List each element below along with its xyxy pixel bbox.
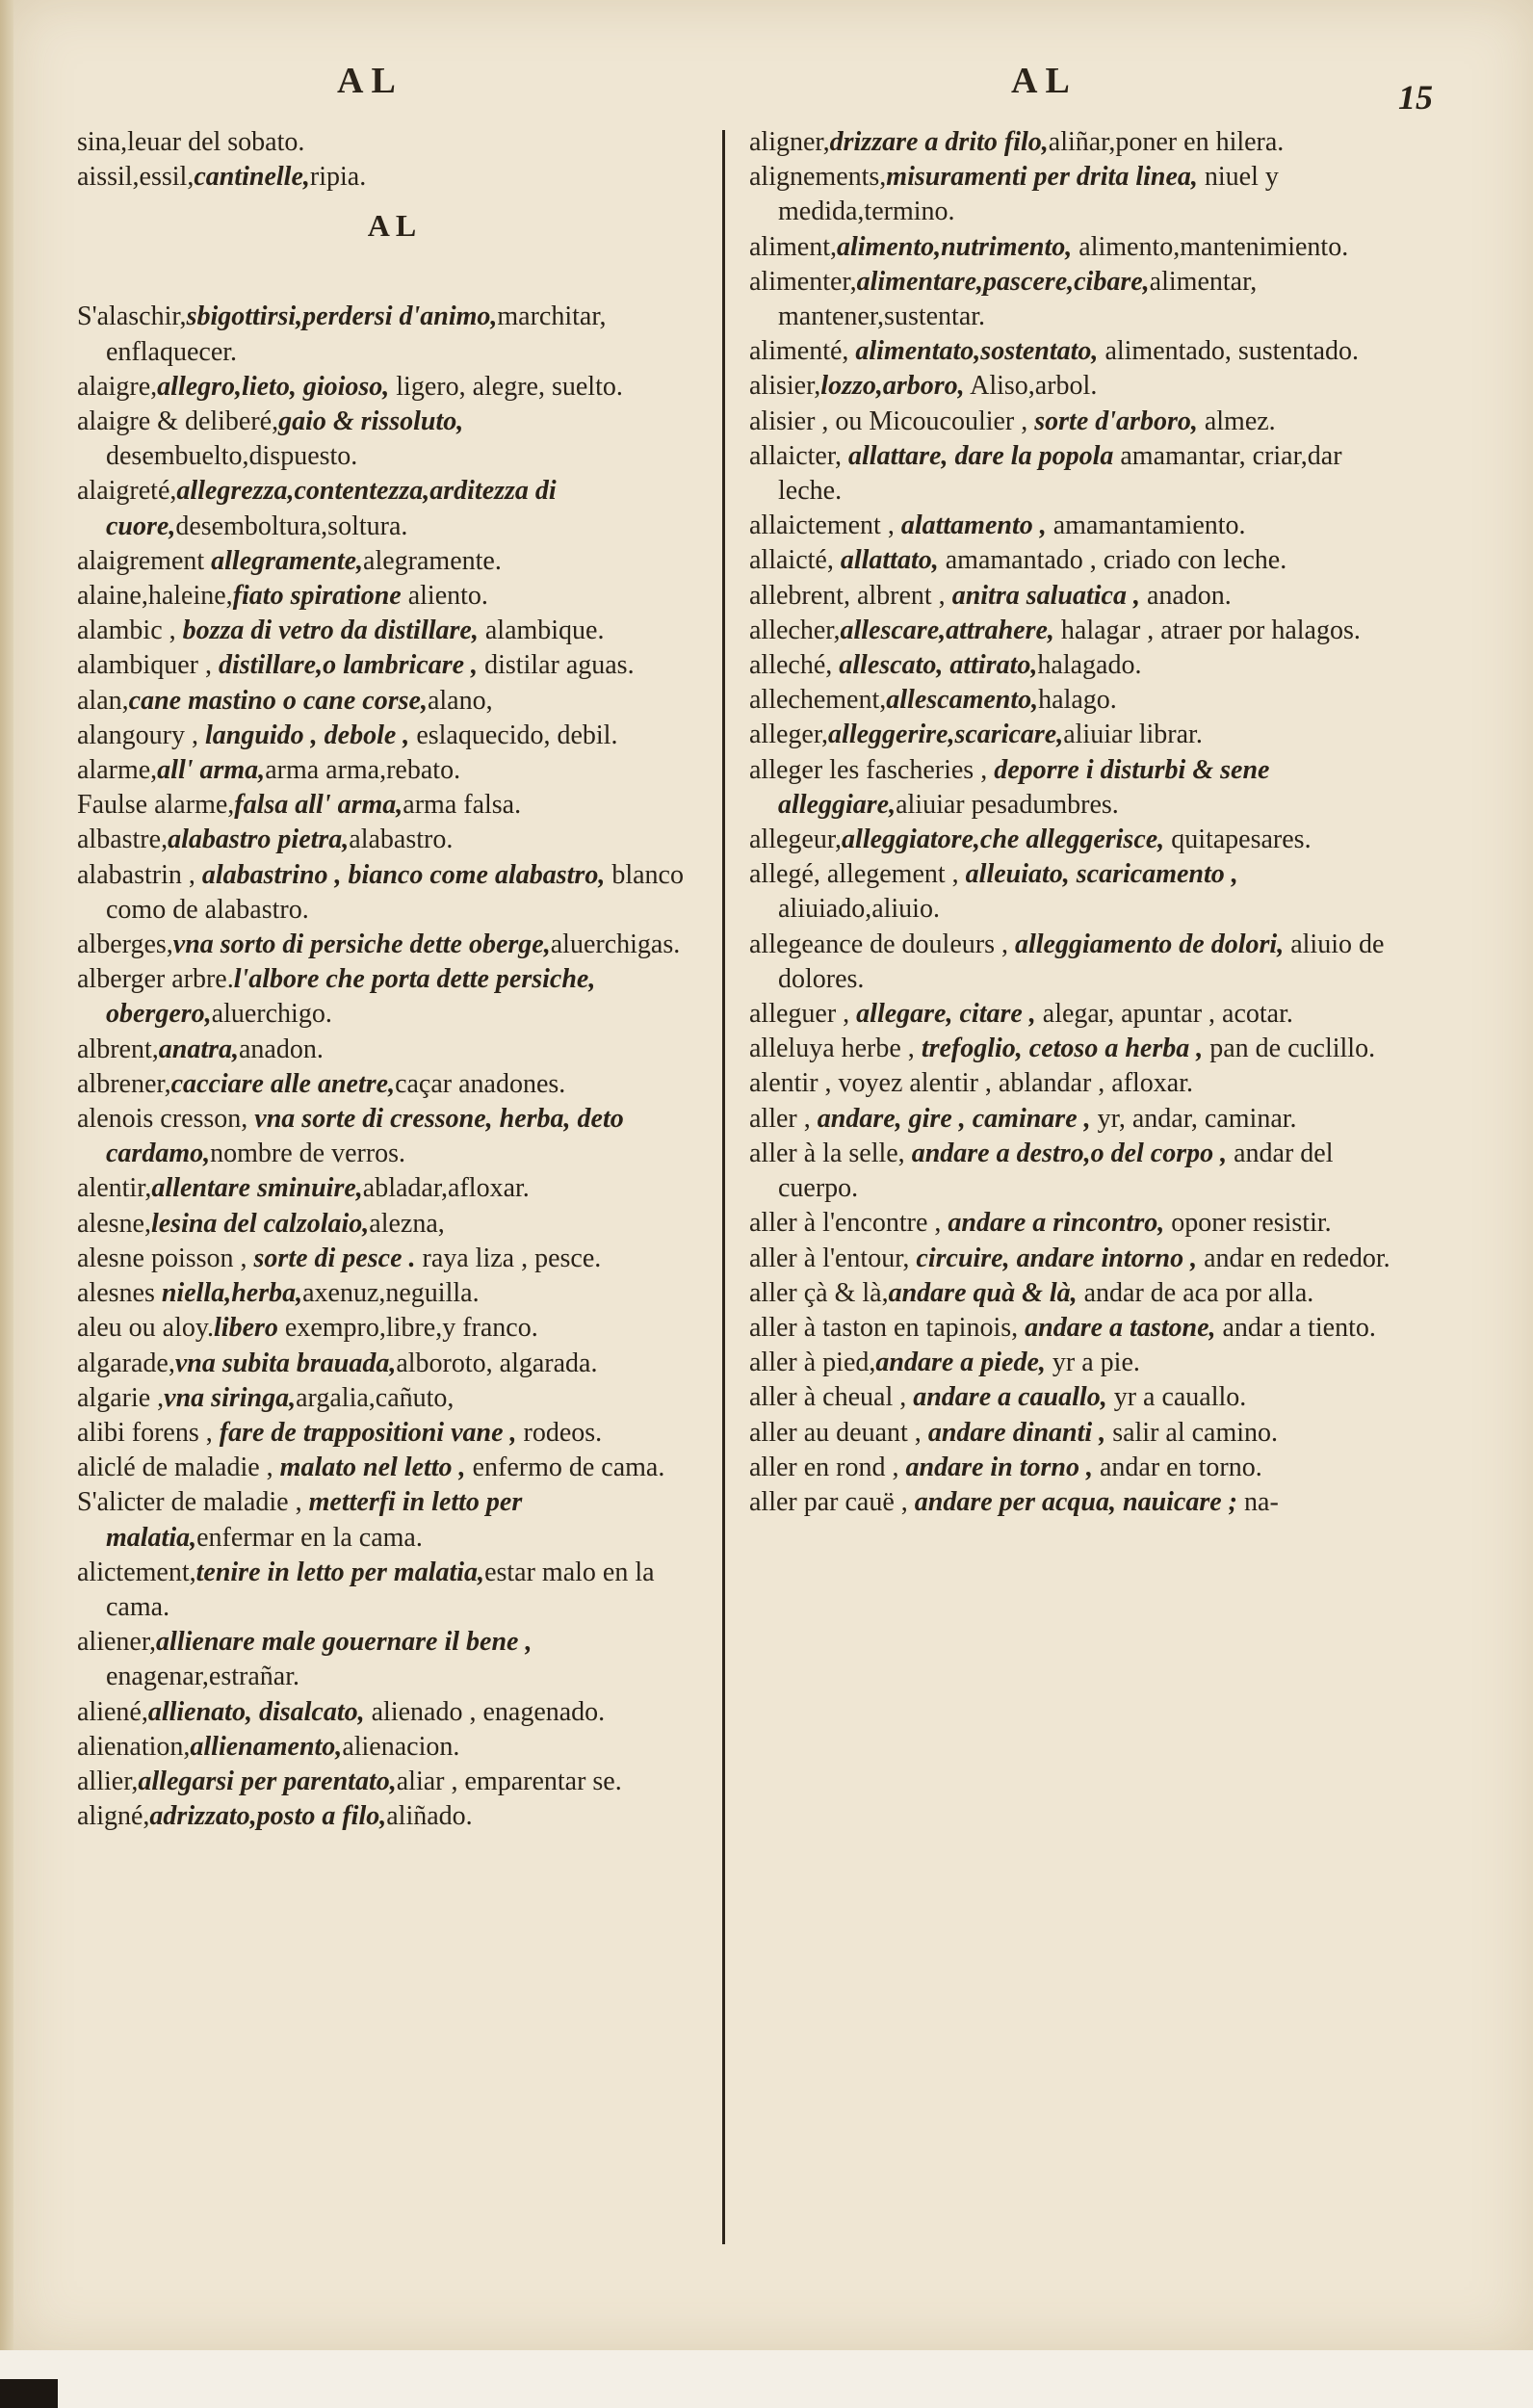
entry-italian-gloss: alimentare,pascere,cibare, xyxy=(856,266,1150,297)
entry-italian-gloss: allegarsi per parentato, xyxy=(138,1766,397,1796)
entry-spanish-gloss: caçar anadones. xyxy=(395,1068,566,1099)
entry-italian-gloss: andare a tastone, xyxy=(1025,1312,1216,1343)
entry-headword: alaigreté, xyxy=(77,476,177,507)
entry-headword: alesnes xyxy=(77,1278,162,1309)
entry-spanish-gloss: na- xyxy=(1237,1486,1279,1517)
entry-headword: albrent, xyxy=(77,1034,159,1064)
entry-headword: aller à la selle, xyxy=(749,1138,912,1168)
entry-italian-gloss: allattato, xyxy=(840,545,939,576)
entry-headword: allechement, xyxy=(749,685,887,716)
left-top-entries xyxy=(77,125,713,195)
entry-spanish-gloss: alano, xyxy=(427,685,493,716)
entry-headword: alarme, xyxy=(77,755,158,786)
entry-italian-gloss: sorte d'arboro, xyxy=(1034,406,1198,436)
entry-headword: allebrent, albrent , xyxy=(749,580,952,611)
entry-headword: aller à cheual , xyxy=(749,1382,914,1413)
entry-headword: algarie , xyxy=(77,1382,165,1413)
dictionary-entry xyxy=(749,509,1404,543)
dictionary-entry xyxy=(749,1416,1404,1451)
dictionary-entry xyxy=(749,1066,1404,1101)
entry-italian-gloss: anitra saluatica , xyxy=(951,580,1140,611)
entry-italian-gloss: alleggiatore,che alleggerisce, xyxy=(842,824,1165,855)
dictionary-entry xyxy=(77,1276,713,1311)
entry-headword: aller , xyxy=(749,1103,818,1134)
entry-headword: alambic , xyxy=(77,615,183,646)
entry-italian-gloss: lozzo,arboro, xyxy=(820,371,965,402)
dictionary-entry xyxy=(77,1695,713,1730)
entry-italian-gloss: malato nel letto , xyxy=(279,1453,466,1483)
right-column xyxy=(749,125,1404,1520)
entry-headword: allegé, allegement , xyxy=(749,859,966,890)
entry-italian-gloss: cantinelle, xyxy=(194,162,310,193)
dictionary-entry xyxy=(77,684,713,719)
entry-headword: aliclé de maladie , xyxy=(77,1453,280,1483)
entry-headword: alabastrin , xyxy=(77,859,202,890)
entry-italian-gloss: andare dinanti , xyxy=(927,1417,1106,1448)
dictionary-entry xyxy=(749,405,1404,439)
entry-spanish-gloss: estar malo en la cama. xyxy=(106,1557,655,1622)
entry-headword: aliment, xyxy=(749,231,837,262)
entry-spanish-gloss: alabastro. xyxy=(349,824,454,855)
entry-italian-gloss: bozza di vetro da distillare, xyxy=(182,615,479,646)
entry-spanish-gloss: argalia,cañuto, xyxy=(296,1382,455,1413)
entry-spanish-gloss: aliuiar pesadumbres. xyxy=(896,789,1119,820)
dictionary-entry xyxy=(749,439,1404,509)
dictionary-entry xyxy=(77,823,713,857)
entry-headword: alaigre, xyxy=(77,371,158,402)
entry-spanish-gloss: alimento,mantenimiento. xyxy=(1072,231,1349,262)
entry-headword: aller à l'encontre , xyxy=(749,1208,948,1239)
left-entries xyxy=(77,300,713,1834)
entry-spanish-gloss: amamantado , criado con leche. xyxy=(938,545,1287,576)
entry-spanish-gloss: aluerchigo. xyxy=(211,999,332,1030)
dictionary-entry xyxy=(77,405,713,474)
entry-headword: alangoury , xyxy=(77,720,205,750)
entry-spanish-gloss: aliento. xyxy=(401,581,488,612)
entry-headword: alesne poisson , xyxy=(77,1243,254,1273)
entry-spanish-gloss: andar en torno. xyxy=(1093,1452,1262,1482)
entry-italian-gloss: andare quà & là, xyxy=(888,1277,1078,1308)
dictionary-entry xyxy=(77,1242,713,1276)
entry-italian-gloss: anatra, xyxy=(158,1034,239,1064)
entry-italian-gloss: alleggiamento de dolori, xyxy=(1014,929,1285,959)
dictionary-entry xyxy=(77,1625,713,1694)
right-running-head: AL xyxy=(1011,61,1078,101)
entry-headword: sina, xyxy=(77,127,128,157)
entry-spanish-gloss: yr, andar, caminar. xyxy=(1090,1103,1297,1134)
entry-headword: aller au deuant , xyxy=(749,1417,928,1448)
dictionary-entry xyxy=(77,370,713,405)
dictionary-entry xyxy=(749,334,1404,369)
entry-italian-gloss: andare per acqua, nauicare ; xyxy=(914,1486,1238,1517)
dictionary-entry xyxy=(77,962,713,1032)
entry-italian-gloss: metterfi in letto per malatia, xyxy=(106,1487,523,1553)
entry-italian-gloss: vna sorto di persiche dette oberge, xyxy=(172,929,551,960)
dictionary-entry xyxy=(77,719,713,753)
entry-headword: alleger, xyxy=(749,720,829,750)
entry-spanish-gloss: andar del cuerpo. xyxy=(778,1138,1334,1204)
entry-spanish-gloss: halago. xyxy=(1038,685,1117,716)
dictionary-entry xyxy=(77,1485,713,1555)
dictionary-entry xyxy=(749,753,1404,823)
dictionary-entry xyxy=(77,160,713,195)
dictionary-entry xyxy=(77,1381,713,1416)
entry-italian-gloss: allattare, dare la popola xyxy=(848,440,1114,471)
entry-headword: alberges, xyxy=(77,929,173,960)
right-entries xyxy=(749,125,1404,1520)
entry-spanish-gloss: axenuz,neguilla. xyxy=(302,1278,480,1309)
dictionary-entry xyxy=(77,1451,713,1485)
dictionary-entry xyxy=(749,648,1404,683)
entry-spanish-gloss: yr a pie. xyxy=(1045,1348,1140,1378)
entry-headword: alentir, xyxy=(77,1173,152,1204)
entry-spanish-gloss: alegar, apuntar , acotar. xyxy=(1035,999,1293,1030)
dictionary-entry xyxy=(749,1276,1404,1311)
entry-spanish-gloss: quitapesares. xyxy=(1164,824,1312,855)
dictionary-entry xyxy=(749,1137,1404,1206)
entry-headword: aller à pied, xyxy=(749,1348,876,1378)
dictionary-entry xyxy=(749,543,1404,578)
entry-spanish-gloss: amamantar, criar,dar leche. xyxy=(778,440,1342,507)
entry-spanish-gloss: aliñar,poner en hilera. xyxy=(1048,127,1285,157)
entry-italian-gloss: fiato spiratione xyxy=(232,581,402,612)
dictionary-entry xyxy=(749,857,1404,927)
entry-headword: allegeance de douleurs , xyxy=(749,929,1015,959)
dictionary-entry xyxy=(749,823,1404,857)
dictionary-entry xyxy=(749,1206,1404,1241)
dictionary-entry xyxy=(77,125,713,160)
entry-headword: aller en rond , xyxy=(749,1452,906,1482)
dictionary-entry xyxy=(77,579,713,614)
entry-headword: alisier , ou Micoucoulier , xyxy=(749,406,1035,436)
entry-italian-gloss: allegro,lieto, gioioso, xyxy=(157,371,390,402)
dictionary-entry xyxy=(77,648,713,683)
section-heading: AL xyxy=(367,208,423,244)
entry-spanish-gloss: amamantamiento. xyxy=(1046,510,1246,541)
dictionary-entry xyxy=(77,1171,713,1206)
entry-headword: aligné, xyxy=(77,1801,150,1832)
entry-italian-gloss: alleggerire,scaricare, xyxy=(828,720,1064,750)
entry-headword: alleluya herbe , xyxy=(749,1034,922,1064)
entry-headword: allier, xyxy=(77,1766,139,1796)
entry-italian-gloss: andare in torno , xyxy=(905,1452,1093,1482)
entry-italian-gloss: allescamento, xyxy=(886,685,1039,716)
entry-headword: aller çà & là, xyxy=(749,1277,889,1308)
entry-italian-gloss: fare de trappositioni vane , xyxy=(219,1417,517,1448)
entry-spanish-gloss: blanco como de alabastro. xyxy=(106,859,684,925)
left-column xyxy=(77,125,713,1834)
entry-spanish-gloss: arma arma,rebato. xyxy=(265,755,461,786)
entry-italian-gloss: alimentato,sostentato, xyxy=(855,336,1099,367)
entry-italian-gloss: drizzare a drito filo, xyxy=(829,127,1049,157)
entry-italian-gloss: allescato, attirato, xyxy=(839,650,1038,681)
dictionary-entry xyxy=(77,544,713,579)
entry-spanish-gloss: abladar,afloxar. xyxy=(362,1173,530,1204)
dictionary-entry xyxy=(77,1416,713,1451)
dictionary-entry xyxy=(77,1033,713,1067)
page-number: 15 xyxy=(1398,78,1433,117)
entry-spanish-gloss: aliñado. xyxy=(386,1801,473,1832)
entry-spanish-gloss: enfermo de cama. xyxy=(465,1453,665,1483)
entry-italian-gloss: allegrezza,contentezza,arditezza di cuore, xyxy=(106,476,557,541)
entry-italian-gloss: gaio & rissoluto, xyxy=(278,406,464,437)
entry-italian-gloss: circuire, andare intorno , xyxy=(916,1243,1198,1273)
entry-spanish-gloss: anadon. xyxy=(239,1034,324,1064)
entry-headword: allecher, xyxy=(749,615,841,645)
entry-spanish-gloss: ligero, alegre, suelto. xyxy=(389,371,623,402)
entry-headword: albrener, xyxy=(77,1068,171,1099)
entry-spanish-gloss: niuel y medida,termino. xyxy=(778,162,1279,227)
entry-spanish-gloss: almez. xyxy=(1197,406,1276,436)
scan-corner-shadow xyxy=(0,2379,58,2408)
entry-spanish-gloss: rodeos. xyxy=(516,1417,603,1448)
entry-headword: alleché, xyxy=(749,650,840,681)
entry-italian-gloss: deporre i disturbi & sene alleggiare, xyxy=(778,754,1270,820)
entry-italian-gloss: vna subita brauada, xyxy=(174,1348,397,1378)
entry-spanish-gloss: distilar aguas. xyxy=(478,650,635,681)
entry-headword: alaigre & deliberé, xyxy=(77,406,279,437)
entry-italian-gloss: adrizzato,posto a filo, xyxy=(149,1801,387,1832)
dictionary-entry xyxy=(77,1067,713,1102)
entry-italian-gloss: alleuiato, scaricamento , xyxy=(965,859,1238,890)
entry-italian-gloss: allentare sminuire, xyxy=(151,1173,363,1204)
entry-headword: alignements, xyxy=(749,162,887,193)
dictionary-entry xyxy=(749,928,1404,997)
entry-headword: allegeur, xyxy=(749,824,843,855)
entry-spanish-gloss: andar en rededor. xyxy=(1197,1243,1390,1273)
entry-italian-gloss: misuramenti per drita linea, xyxy=(886,162,1198,193)
entry-spanish-gloss: halagar , atraer por halagos. xyxy=(1053,615,1361,645)
entry-spanish-gloss: anadon. xyxy=(1139,580,1232,611)
dictionary-entry xyxy=(77,928,713,962)
entry-italian-gloss: niella,herba, xyxy=(161,1278,303,1309)
entry-headword: albastre, xyxy=(77,824,169,855)
scan-bottom-margin xyxy=(0,2350,1533,2408)
entry-headword: aleu ou aloy. xyxy=(77,1313,215,1344)
entry-italian-gloss: all' arma, xyxy=(157,755,266,786)
dictionary-entry xyxy=(77,753,713,788)
dictionary-entry xyxy=(77,1102,713,1171)
entry-spanish-gloss: aluerchigas. xyxy=(550,929,681,960)
dictionary-entry xyxy=(749,125,1404,160)
entry-italian-gloss: allegare, citare , xyxy=(856,999,1036,1030)
dictionary-entry xyxy=(749,369,1404,404)
entry-headword: alambiquer , xyxy=(77,650,219,681)
entry-italian-gloss: andare a piede, xyxy=(875,1348,1046,1378)
entry-headword: aller par cauë , xyxy=(749,1486,915,1517)
entry-spanish-gloss: yr a cauallo. xyxy=(1106,1382,1247,1413)
dictionary-entry xyxy=(749,230,1404,265)
entry-italian-gloss: sbigottirsi,perdersi d'animo, xyxy=(186,301,498,332)
entry-headword: S'alicter de maladie , xyxy=(77,1487,309,1518)
entry-headword: aissil,essil, xyxy=(77,162,195,193)
entry-headword: aliené, xyxy=(77,1696,148,1727)
entry-italian-gloss: alabastro pietra, xyxy=(168,824,350,855)
entry-spanish-gloss: halagado. xyxy=(1037,650,1142,681)
entry-italian-gloss: andare a destro,o del corpo , xyxy=(911,1138,1228,1168)
column-rule xyxy=(722,130,725,2244)
entry-headword: alleguer , xyxy=(749,999,857,1030)
entry-spanish-gloss: alambique. xyxy=(478,615,605,646)
entry-italian-gloss: l'albore che porta dette persiche, obergero, xyxy=(106,964,596,1030)
entry-headword: alleger les fascheries , xyxy=(749,754,995,785)
entry-spanish-gloss: nombre de verros. xyxy=(210,1139,406,1169)
entry-headword: alenois cresson, xyxy=(77,1104,255,1135)
entry-italian-gloss: alabastrino , bianco come alabastro, xyxy=(201,859,606,890)
entry-italian-gloss: allescare,attrahere, xyxy=(840,615,1054,645)
entry-italian-gloss: languido , debole , xyxy=(204,720,410,750)
entry-spanish-gloss: desembuelto,dispuesto. xyxy=(106,441,358,472)
dictionary-entry xyxy=(77,1311,713,1346)
entry-headword: Faulse alarme, xyxy=(77,790,235,821)
entry-headword: allaictement , xyxy=(749,510,901,541)
entry-spanish-gloss: andar de aca por alla. xyxy=(1077,1277,1314,1308)
entry-spanish-gloss: alboroto, algarada. xyxy=(396,1348,598,1378)
entry-italian-gloss: alimento,nutrimento, xyxy=(836,231,1073,262)
dictionary-entry xyxy=(77,1556,713,1625)
entry-headword: allaicté, xyxy=(749,545,841,576)
entry-italian-gloss: vna sorte di cressone, herba, deto cardamo, xyxy=(106,1104,624,1169)
entry-headword: alentir , voyez alentir , xyxy=(749,1068,999,1099)
entry-spanish-gloss: arma falsa. xyxy=(403,790,522,821)
entry-italian-gloss: allienato, disalcato, xyxy=(147,1696,365,1727)
entry-headword: alan, xyxy=(77,685,129,716)
entry-headword: alimenté, xyxy=(749,336,856,367)
entry-spanish-gloss: alimentar, mantener,sustentar. xyxy=(778,266,1258,332)
entry-spanish-gloss: aliuiado,aliuio. xyxy=(778,894,940,925)
entry-italian-gloss: distillare,o lambricare , xyxy=(218,650,479,681)
entry-spanish-gloss: Aliso,arbol. xyxy=(964,371,1098,402)
entry-italian-gloss: andare, gire , caminare , xyxy=(817,1103,1091,1134)
dictionary-entry xyxy=(749,1346,1404,1380)
entry-spanish-gloss: marchitar, enflaquecer. xyxy=(106,301,607,367)
entry-spanish-gloss: alezna, xyxy=(369,1208,445,1239)
entry-spanish-gloss: exempro,libre,y franco. xyxy=(277,1313,538,1344)
entry-spanish-gloss: alienado , enagenado. xyxy=(364,1696,606,1727)
entry-italian-gloss: alattamento , xyxy=(900,510,1047,541)
entry-headword: aligner, xyxy=(749,127,830,157)
dictionary-entry xyxy=(77,1207,713,1242)
entry-italian-gloss: libero xyxy=(214,1313,278,1344)
dictionary-entry xyxy=(749,1380,1404,1415)
entry-italian-gloss: falsa all' arma, xyxy=(234,790,403,821)
entry-headword: S'alaschir, xyxy=(77,301,187,332)
entry-spanish-gloss: enfermar en la cama. xyxy=(196,1522,423,1553)
dictionary-entry xyxy=(749,997,1404,1032)
entry-spanish-gloss: alimentado, sustentado. xyxy=(1098,336,1360,367)
entry-spanish-gloss: aliar , emparentar se. xyxy=(396,1766,622,1796)
dictionary-entry xyxy=(77,474,713,543)
dictionary-entry xyxy=(77,1799,713,1834)
dictionary-entry xyxy=(749,265,1404,334)
entry-italian-gloss: tenire in letto per malatia, xyxy=(195,1557,485,1587)
entry-spanish-gloss: ripia. xyxy=(309,162,367,193)
dictionary-entry xyxy=(749,579,1404,614)
entry-headword: aliener, xyxy=(77,1627,157,1658)
entry-spanish-gloss: oponer resistir. xyxy=(1164,1208,1332,1239)
left-running-head: AL xyxy=(337,61,403,101)
dictionary-entry xyxy=(77,614,713,648)
entry-spanish-gloss: alienacion. xyxy=(342,1731,460,1762)
entry-italian-gloss: vna siringa, xyxy=(164,1382,297,1413)
dictionary-entry xyxy=(749,1032,1404,1066)
dictionary-entry xyxy=(77,300,713,369)
dictionary-entry xyxy=(749,718,1404,752)
entry-spanish-gloss: ablandar , afloxar. xyxy=(998,1068,1194,1099)
dictionary-entry xyxy=(749,683,1404,718)
dictionary-entry xyxy=(749,1485,1404,1520)
entry-headword: algarade, xyxy=(77,1348,175,1378)
entry-headword: alimenter, xyxy=(749,266,857,297)
entry-spanish-gloss: alegramente. xyxy=(363,545,502,576)
entry-spanish-gloss: andar a tiento. xyxy=(1215,1312,1376,1343)
entry-headword: alictement, xyxy=(77,1557,196,1587)
dictionary-entry xyxy=(77,858,713,928)
dictionary-entry xyxy=(749,1102,1404,1137)
entry-italian-gloss: trefoglio, cetoso a herba , xyxy=(921,1034,1204,1064)
entry-italian-gloss: allegramente, xyxy=(211,545,364,576)
dictionary-entry xyxy=(749,1311,1404,1346)
entry-italian-gloss: cacciare alle anetre, xyxy=(170,1068,396,1099)
entry-headword: aller à taston en tapinois, xyxy=(749,1312,1026,1343)
dictionary-entry xyxy=(77,788,713,823)
entry-headword: aller à l'entour, xyxy=(749,1243,917,1273)
entry-headword: allaicter, xyxy=(749,440,849,471)
entry-spanish-gloss: salir al camino. xyxy=(1105,1417,1279,1448)
dictionary-entry xyxy=(749,614,1404,648)
entry-spanish-gloss: enagenar,estrañar. xyxy=(106,1662,299,1692)
entry-spanish-gloss: eslaquecido, debil. xyxy=(409,720,618,750)
entry-headword: alesne, xyxy=(77,1208,151,1239)
dictionary-entry xyxy=(77,1765,713,1799)
entry-headword: alaine,haleine, xyxy=(77,581,233,612)
entry-headword: alisier, xyxy=(749,371,821,402)
entry-spanish-gloss: pan de cuclillo. xyxy=(1203,1034,1376,1064)
entry-italian-gloss: andare a rincontro, xyxy=(948,1208,1165,1239)
dictionary-entry xyxy=(749,1451,1404,1485)
entry-italian-gloss: sorte di pesce . xyxy=(253,1243,416,1273)
entry-headword: alibi forens , xyxy=(77,1417,220,1448)
entry-italian-gloss: allienamento, xyxy=(190,1731,343,1762)
dictionary-entry xyxy=(749,1242,1404,1276)
entry-spanish-gloss: desemboltura,soltura. xyxy=(175,510,408,541)
entry-headword: alaigrement xyxy=(77,545,212,576)
entry-italian-gloss: allienare male gouernare il bene , xyxy=(156,1627,533,1658)
entry-headword: alberger arbre. xyxy=(77,964,234,995)
entry-headword: alienation, xyxy=(77,1731,191,1762)
dictionary-entry xyxy=(77,1347,713,1381)
dictionary-entry xyxy=(749,160,1404,229)
entry-italian-gloss: andare a cauallo, xyxy=(913,1382,1107,1413)
entry-spanish-gloss: aliuiar librar. xyxy=(1063,720,1203,750)
entry-spanish-gloss: raya liza , pesce. xyxy=(415,1243,602,1273)
entry-spanish-gloss: leuar del sobato. xyxy=(127,127,305,157)
entry-italian-gloss: cane mastino o cane corse, xyxy=(128,685,428,716)
entry-spanish-gloss: aliuio de dolores. xyxy=(778,929,1385,994)
entry-italian-gloss: lesina del calzolaio, xyxy=(150,1208,370,1239)
dictionary-entry xyxy=(77,1730,713,1765)
